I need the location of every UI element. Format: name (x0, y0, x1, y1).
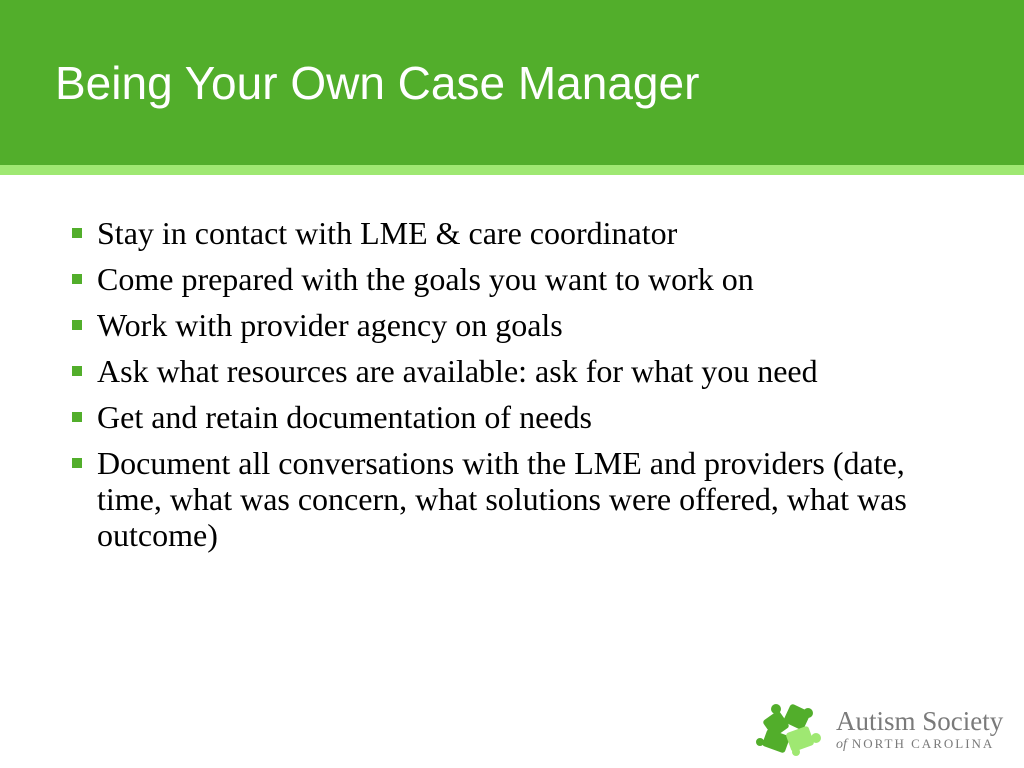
bullet-text: Get and retain documentation of needs (97, 399, 592, 435)
square-bullet-icon (72, 458, 82, 468)
slide-title: Being Your Own Case Manager (55, 57, 700, 109)
bullet-list (72, 215, 932, 563)
bullet-text: Stay in contact with LME & care coordinator (97, 215, 678, 251)
bullet-item (72, 399, 932, 435)
bullet-item (72, 215, 932, 251)
autism-society-logo (756, 700, 1016, 760)
square-bullet-icon (72, 274, 82, 284)
square-bullet-icon (72, 366, 82, 376)
square-bullet-icon (72, 228, 82, 238)
bullet-text: Ask what resources are available: ask for what you need (97, 353, 818, 389)
bullet-item (72, 353, 932, 389)
bullet-item (72, 307, 932, 343)
logo-name: Autism Society (836, 706, 1004, 736)
title-accent-stripe (0, 165, 1024, 175)
logo-of: of (836, 737, 847, 752)
bullet-text: Work with provider agency on goals (97, 307, 563, 343)
bullet-item (72, 445, 932, 553)
bullet-item (72, 261, 932, 297)
bullet-text: Come prepared with the goals you want to work on (97, 261, 754, 297)
logo-state: NORTH CAROLINA (851, 736, 995, 751)
square-bullet-icon (72, 412, 82, 422)
logo-subtitle (836, 736, 994, 753)
puzzle-pieces-icon (756, 704, 828, 756)
bullet-text: Document all conversations with the LME and providers (date, time, what was concern, what solutions were offered, what was outcome) (97, 445, 907, 553)
square-bullet-icon (72, 320, 82, 330)
